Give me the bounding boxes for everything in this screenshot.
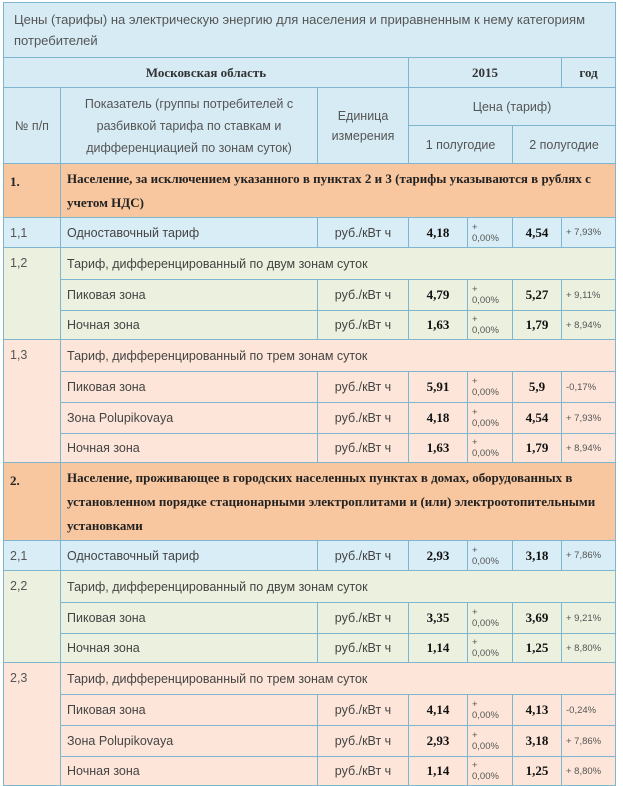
table-row <box>4 726 616 757</box>
group-title: Тариф, дифференцированный по двум зонам суток <box>61 571 616 603</box>
group-title: Тариф, дифференцированный по двум зонам суток <box>61 248 616 280</box>
row-num: 1,3 <box>4 340 61 463</box>
row-unit: руб./кВт ч <box>318 372 409 403</box>
table-row <box>4 634 616 663</box>
col-num-header: № п/п <box>4 88 61 164</box>
half2-change: + 7,93% <box>562 403 616 434</box>
half1-change: + 0,00% <box>468 403 513 434</box>
col-indicator-header: Показатель (группы потребителей с разбивкой тарифа по ставкам и дифференциацией по зонам суток) <box>61 88 318 164</box>
row-unit: руб./кВт ч <box>318 403 409 434</box>
section-num: 1. <box>4 164 61 218</box>
half2-value: 4,54 <box>513 403 562 434</box>
half2-change: + 9,11% <box>562 280 616 311</box>
table-row <box>4 311 616 340</box>
half1-change: + 0,00% <box>468 695 513 726</box>
half1-value: 1,63 <box>409 311 468 340</box>
half1-change: + 0,00% <box>468 372 513 403</box>
half1-change: + 0,00% <box>468 541 513 571</box>
half2-value: 5,9 <box>513 372 562 403</box>
row-unit: руб./кВт ч <box>318 280 409 311</box>
half1-value: 5,91 <box>409 372 468 403</box>
half2-value: 1,79 <box>513 311 562 340</box>
half2-change: -0,24% <box>562 695 616 726</box>
half1-change: + 0,00% <box>468 311 513 340</box>
half1-value: 1,14 <box>409 757 468 786</box>
group-title: Тариф, дифференцированный по трем зонам суток <box>61 340 616 372</box>
table-row <box>4 218 616 248</box>
half1-value: 4,18 <box>409 218 468 248</box>
half2-change: + 8,80% <box>562 634 616 663</box>
half1-value: 2,93 <box>409 541 468 571</box>
row-name: Пиковая зона <box>61 695 318 726</box>
row-num: 1,1 <box>4 218 61 248</box>
table-row <box>4 280 616 311</box>
row-unit: руб./кВт ч <box>318 695 409 726</box>
row-num: 2,3 <box>4 663 61 786</box>
col-unit-header: Единица измерения <box>318 88 409 164</box>
half1-change: + 0,00% <box>468 757 513 786</box>
half2-value: 3,69 <box>513 603 562 634</box>
half1-value: 3,35 <box>409 603 468 634</box>
half1-value: 4,79 <box>409 280 468 311</box>
table-row <box>4 757 616 786</box>
half1-change: + 0,00% <box>468 218 513 248</box>
row-unit: руб./кВт ч <box>318 757 409 786</box>
row-num: 2,1 <box>4 541 61 571</box>
section-title: Население, за исключением указанного в пунктах 2 и 3 (тарифы указываются в рублях с учетом НДС) <box>61 164 616 218</box>
half1-change: + 0,00% <box>468 280 513 311</box>
table-row <box>4 695 616 726</box>
section-title: Население, проживающее в городских населенных пунктах в домах, оборудованных в установленном порядке стационарными электроплитами и (или) электроотопительными установками <box>61 463 616 541</box>
half2-change: + 8,94% <box>562 434 616 463</box>
half2-value: 3,18 <box>513 726 562 757</box>
table-row <box>4 372 616 403</box>
half2-change: + 7,86% <box>562 726 616 757</box>
row-name: Зона Polupikovaya <box>61 403 318 434</box>
half2-change: + 8,80% <box>562 757 616 786</box>
half1-value: 4,18 <box>409 403 468 434</box>
row-name: Ночная зона <box>61 311 318 340</box>
row-name: Зона Polupikovaya <box>61 726 318 757</box>
table-row <box>4 434 616 463</box>
half2-change: + 8,94% <box>562 311 616 340</box>
half2-value: 3,18 <box>513 541 562 571</box>
half1-value: 1,63 <box>409 434 468 463</box>
tariff-table <box>3 2 616 786</box>
year-header: 2015 <box>409 58 562 88</box>
half2-value: 5,27 <box>513 280 562 311</box>
half2-change: + 9,21% <box>562 603 616 634</box>
row-unit: руб./кВт ч <box>318 434 409 463</box>
table-row <box>4 541 616 571</box>
half1-value: 1,14 <box>409 634 468 663</box>
row-name: Одноставочный тариф <box>61 218 318 248</box>
row-unit: руб./кВт ч <box>318 603 409 634</box>
half2-value: 4,13 <box>513 695 562 726</box>
table-row <box>4 403 616 434</box>
row-unit: руб./кВт ч <box>318 218 409 248</box>
row-name: Пиковая зона <box>61 372 318 403</box>
region-header: Московская область <box>4 58 409 88</box>
row-name: Пиковая зона <box>61 603 318 634</box>
group-title: Тариф, дифференцированный по трем зонам суток <box>61 663 616 695</box>
col-price-header: Цена (тариф) <box>409 88 616 126</box>
half1-value: 4,14 <box>409 695 468 726</box>
half1-change: + 0,00% <box>468 726 513 757</box>
row-name: Одноставочный тариф <box>61 541 318 571</box>
year-word-header: год <box>562 58 616 88</box>
row-name: Ночная зона <box>61 757 318 786</box>
row-num: 1,2 <box>4 248 61 340</box>
half1-value: 2,93 <box>409 726 468 757</box>
half1-change: + 0,00% <box>468 603 513 634</box>
half2-value: 1,25 <box>513 634 562 663</box>
half2-change: + 7,93% <box>562 218 616 248</box>
half2-value: 4,54 <box>513 218 562 248</box>
table-caption: Цены (тарифы) на электрическую энергию для населения и приравненным к нему категориям потребителей <box>4 3 616 58</box>
row-name: Ночная зона <box>61 634 318 663</box>
table-row <box>4 603 616 634</box>
col-half2-header: 2 полугодие <box>513 126 616 164</box>
col-half1-header: 1 полугодие <box>409 126 513 164</box>
row-name: Пиковая зона <box>61 280 318 311</box>
half2-value: 1,79 <box>513 434 562 463</box>
row-num: 2,2 <box>4 571 61 663</box>
half2-change: + 7,86% <box>562 541 616 571</box>
row-unit: руб./кВт ч <box>318 541 409 571</box>
row-name: Ночная зона <box>61 434 318 463</box>
half1-change: + 0,00% <box>468 434 513 463</box>
section-num: 2. <box>4 463 61 541</box>
row-unit: руб./кВт ч <box>318 634 409 663</box>
row-unit: руб./кВт ч <box>318 311 409 340</box>
half2-value: 1,25 <box>513 757 562 786</box>
half1-change: + 0,00% <box>468 634 513 663</box>
half2-change: -0,17% <box>562 372 616 403</box>
row-unit: руб./кВт ч <box>318 726 409 757</box>
